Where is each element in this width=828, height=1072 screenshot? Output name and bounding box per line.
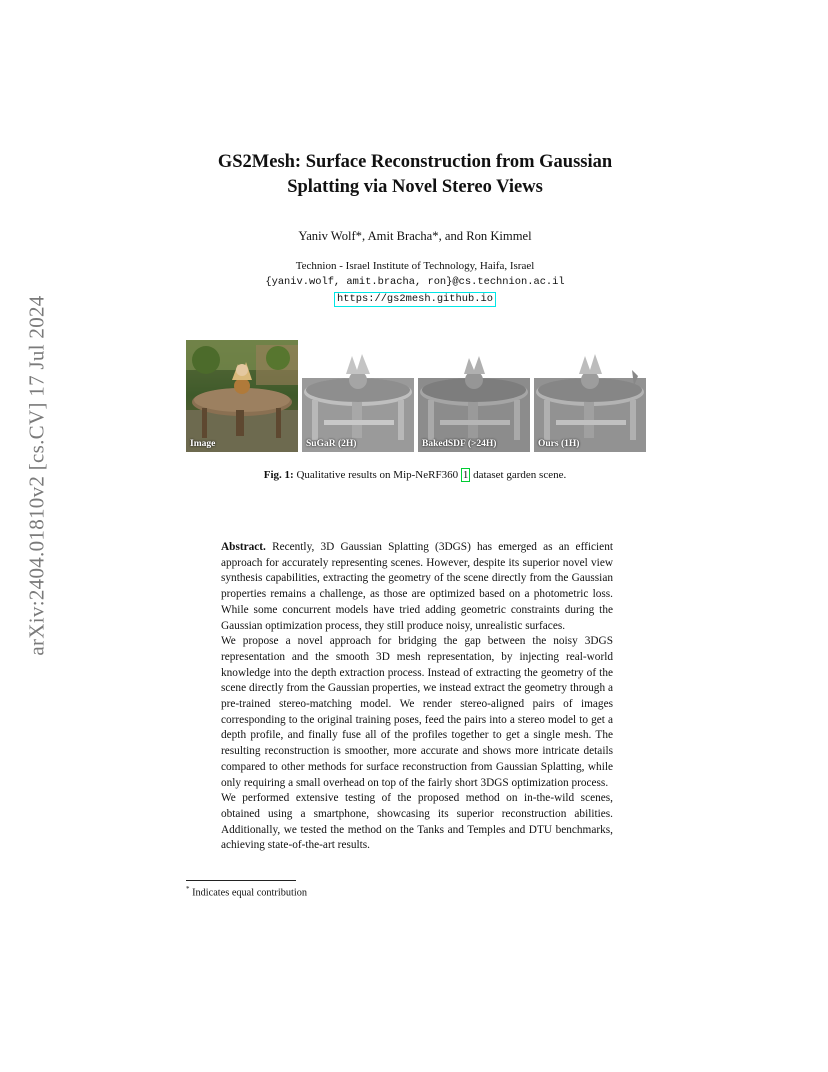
footnote-rule bbox=[186, 880, 296, 881]
figure-panel-image bbox=[186, 340, 298, 452]
caption-label: Fig. 1: bbox=[263, 469, 294, 481]
abstract-heading: Abstract. bbox=[221, 541, 266, 553]
bakedsdf-mesh-render bbox=[418, 340, 530, 452]
footnote-mark: * bbox=[186, 885, 190, 893]
figure-panel-bakedsdf bbox=[418, 340, 530, 452]
abstract bbox=[221, 540, 613, 854]
panel-label-image: Image bbox=[190, 439, 216, 449]
figure-panel-ours bbox=[534, 340, 646, 452]
panel-label-bakedsdf: BakedSDF (>24H) bbox=[422, 439, 497, 449]
abstract-paragraph-3: We performed extensive testing of the proposed method on in-the-wild scenes, obtained using a smartphone, showcasing its superior reconstruction abilities. Additionally, we tested the method on the Tanks and Temples and DTU benchmarks, achieving state-of-the-art results. bbox=[221, 792, 613, 852]
title-line-2: Splatting via Novel Stereo Views bbox=[287, 177, 543, 197]
caption-text-pre: Qualitative results on Mip-NeRF360 bbox=[296, 469, 459, 481]
affiliation-block bbox=[150, 258, 680, 307]
ours-mesh-render bbox=[534, 340, 646, 452]
figure-caption bbox=[150, 469, 680, 481]
panel-label-sugar: SuGaR (2H) bbox=[306, 439, 357, 449]
garden-photo bbox=[186, 340, 298, 452]
caption-text-post: dataset garden scene. bbox=[473, 469, 567, 481]
paper-title bbox=[150, 150, 680, 200]
panel-label-ours: Ours (1H) bbox=[538, 439, 580, 449]
sugar-mesh-render bbox=[302, 340, 414, 452]
arxiv-stamp-text: arXiv:2404.01810v2 [cs.CV] 17 Jul 2024 bbox=[24, 294, 49, 656]
project-url-link[interactable]: https://gs2mesh.github.io bbox=[334, 292, 496, 307]
abstract-p1-text: Recently, 3D Gaussian Splatting (3DGS) has emerged as an efficient approach for accurately representing scenes. However, despite its superior novel view synthesis capabilities, extracting the geometry of the scene directly from the Gaussian properties remains a challenge, as those are optimized based on a photometric loss. While some concurrent models have tried adding geometric constraints during the Gaussian optimization process, they still produce noisy, unrealistic surfaces. bbox=[221, 541, 613, 632]
emails: {yaniv.wolf, amit.bracha, ron}@cs.technion.ac.il bbox=[265, 276, 565, 288]
affiliation: Technion - Israel Institute of Technology, Haifa, Israel bbox=[295, 260, 535, 272]
abstract-paragraph-2: We propose a novel approach for bridging the gap between the noisy 3DGS representation and the smooth 3D mesh representation, by injecting real-world knowledge into the depth extraction process. Instead of extracting the geometry of the scene directly from the Gaussian properties, we instead extract the geometry through a pre-trained stereo-matching model. We render stereo-aligned pairs of images corresponding to the original training poses, feed the pairs into a stereo model to get a depth profile, and finally fuse all of the profiles together to get a single mesh. The resulting reconstruction is smoother, more accurate and shows more intricate details compared to other methods for surface reconstruction from Gaussian Splatting, while only requiring a small overhead on top of the fairly short 3DGS optimization process. bbox=[221, 635, 613, 789]
citation-link[interactable]: 1 bbox=[462, 469, 469, 481]
figure-panel-sugar bbox=[302, 340, 414, 452]
arxiv-stamp bbox=[22, 295, 52, 655]
footnote-text: Indicates equal contribution bbox=[192, 887, 308, 899]
abstract-paragraph-1 bbox=[221, 540, 613, 634]
authors: Yaniv Wolf*, Amit Bracha*, and Ron Kimmel bbox=[298, 229, 532, 243]
footnote bbox=[186, 885, 307, 898]
title-line-1: GS2Mesh: Surface Reconstruction from Gaussian bbox=[217, 152, 613, 172]
figure-1 bbox=[186, 340, 646, 452]
